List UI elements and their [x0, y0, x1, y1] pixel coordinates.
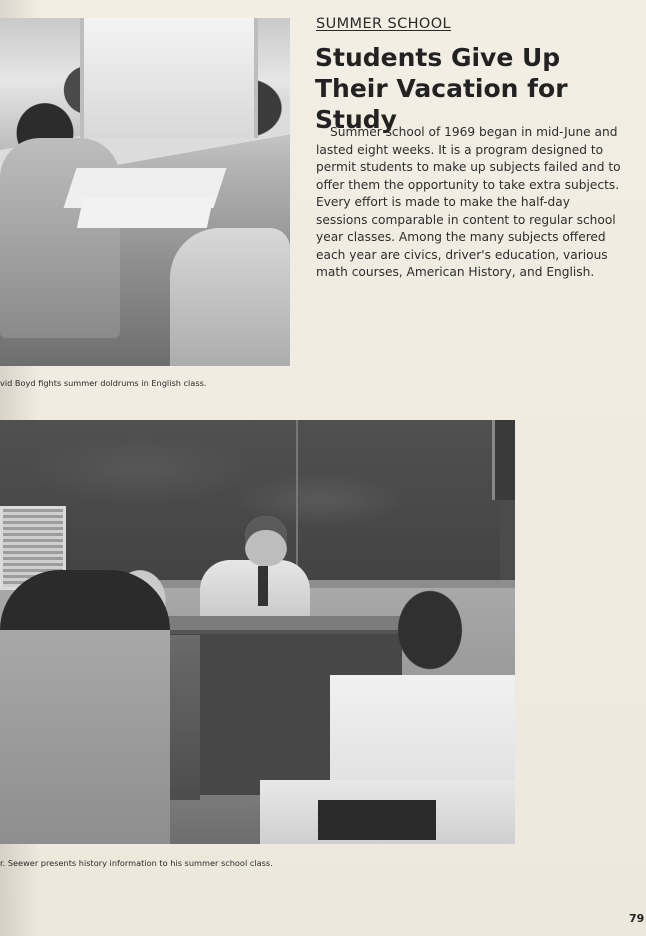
teacher-tie — [258, 566, 268, 606]
box-on-desk — [318, 800, 436, 840]
page-number: 79 — [629, 912, 645, 925]
photo-history-class — [0, 420, 515, 844]
photo-english-class — [0, 18, 290, 366]
desk — [77, 198, 213, 228]
article-paragraph: Summer school of 1969 began in mid-June and lasted eight weeks. It is a program designed to permit students to make up subjects failed and to offer them the opportunity to take extra subjects. Every effort is made to make the half-day sessions comparable in content to regular school year classes. Among the many subjects offered each year are civics, driver's education, various math courses, American History, and English. — [316, 125, 621, 279]
classroom-window — [80, 18, 258, 138]
section-label: SUMMER SCHOOL — [316, 16, 452, 32]
student-figure — [0, 570, 170, 844]
photo-caption-bottom: r. Seewer presents history information to his summer school class. — [0, 858, 273, 868]
teacher-head — [245, 516, 287, 566]
page-title: Students Give Up Their Vacation for Study — [315, 43, 568, 134]
photo-caption-top: vid Boyd fights summer doldrums in English class. — [0, 378, 207, 388]
chalkboard-divider — [296, 420, 298, 580]
chalkboard-frame — [492, 420, 515, 500]
student-figure — [170, 228, 290, 366]
article-body — [316, 124, 624, 282]
